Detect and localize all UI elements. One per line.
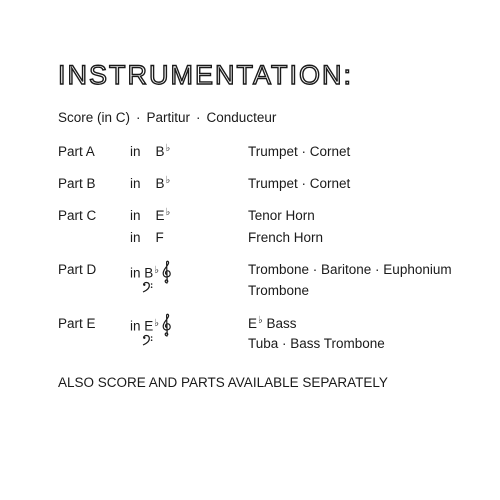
part-e-name: Part E: [58, 316, 96, 331]
key-letter: E: [144, 318, 154, 334]
key-letter: B: [144, 265, 154, 281]
part-c-instruments-1: Tenor Horn: [248, 208, 315, 223]
separator: ·: [136, 110, 141, 125]
score-item: Partitur: [146, 110, 191, 125]
in-label: in: [130, 265, 141, 281]
treble-clef-icon: [161, 260, 173, 288]
part-d-key-2: [140, 281, 154, 297]
separator: ·: [196, 110, 201, 125]
treble-clef-icon: [161, 313, 173, 341]
in-label: in: [130, 208, 141, 223]
bass-clef-icon: [142, 281, 154, 297]
part-c-name: Part C: [58, 208, 97, 223]
part-d-name: Part D: [58, 262, 97, 277]
bass-clef-icon: [142, 334, 154, 350]
part-c-instruments-2: French Horn: [248, 230, 324, 245]
part-d-instruments-1: Trombone · Baritone · Euphonium: [248, 262, 452, 277]
part-b-instruments: Trumpet · Cornet: [248, 176, 351, 191]
key-letter: F: [155, 230, 164, 245]
part-b-name: Part B: [58, 176, 96, 191]
part-c-key-1: [130, 208, 170, 226]
flat-sign: ♭: [154, 264, 160, 276]
in-label: in: [130, 230, 141, 245]
part-d-instruments-2: Trombone: [248, 283, 310, 298]
key-letter: E: [248, 316, 258, 331]
flat-sign: ♭: [165, 175, 171, 186]
part-a-instruments: Trumpet · Cornet: [248, 144, 351, 159]
in-label: in: [130, 144, 141, 159]
key-letter: E: [155, 208, 165, 223]
score-line: [58, 110, 276, 125]
in-label: in: [130, 176, 141, 191]
part-e-instruments-2: Tuba · Bass Trombone: [248, 336, 385, 351]
score-item: Score (in C): [58, 110, 131, 125]
instrument-name: Bass: [266, 316, 297, 331]
score-item: Conducteur: [206, 110, 277, 125]
part-e-key-2: [140, 334, 154, 350]
part-a-key: [130, 144, 170, 162]
key-letter: B: [155, 176, 165, 191]
flat-sign: ♭: [258, 315, 263, 326]
part-e-instruments-1: [248, 316, 297, 334]
flat-sign: ♭: [165, 143, 171, 154]
key-letter: B: [155, 144, 165, 159]
page-title: INSTRUMENTATION:: [58, 60, 353, 90]
flat-sign: ♭: [154, 317, 160, 329]
footer-note: ALSO SCORE AND PARTS AVAILABLE SEPARATELY: [58, 375, 388, 390]
part-b-key: [130, 176, 170, 194]
part-a-name: Part A: [58, 144, 95, 159]
flat-sign: ♭: [165, 207, 171, 218]
in-label: in: [130, 318, 141, 334]
part-c-key-2: [130, 230, 164, 246]
